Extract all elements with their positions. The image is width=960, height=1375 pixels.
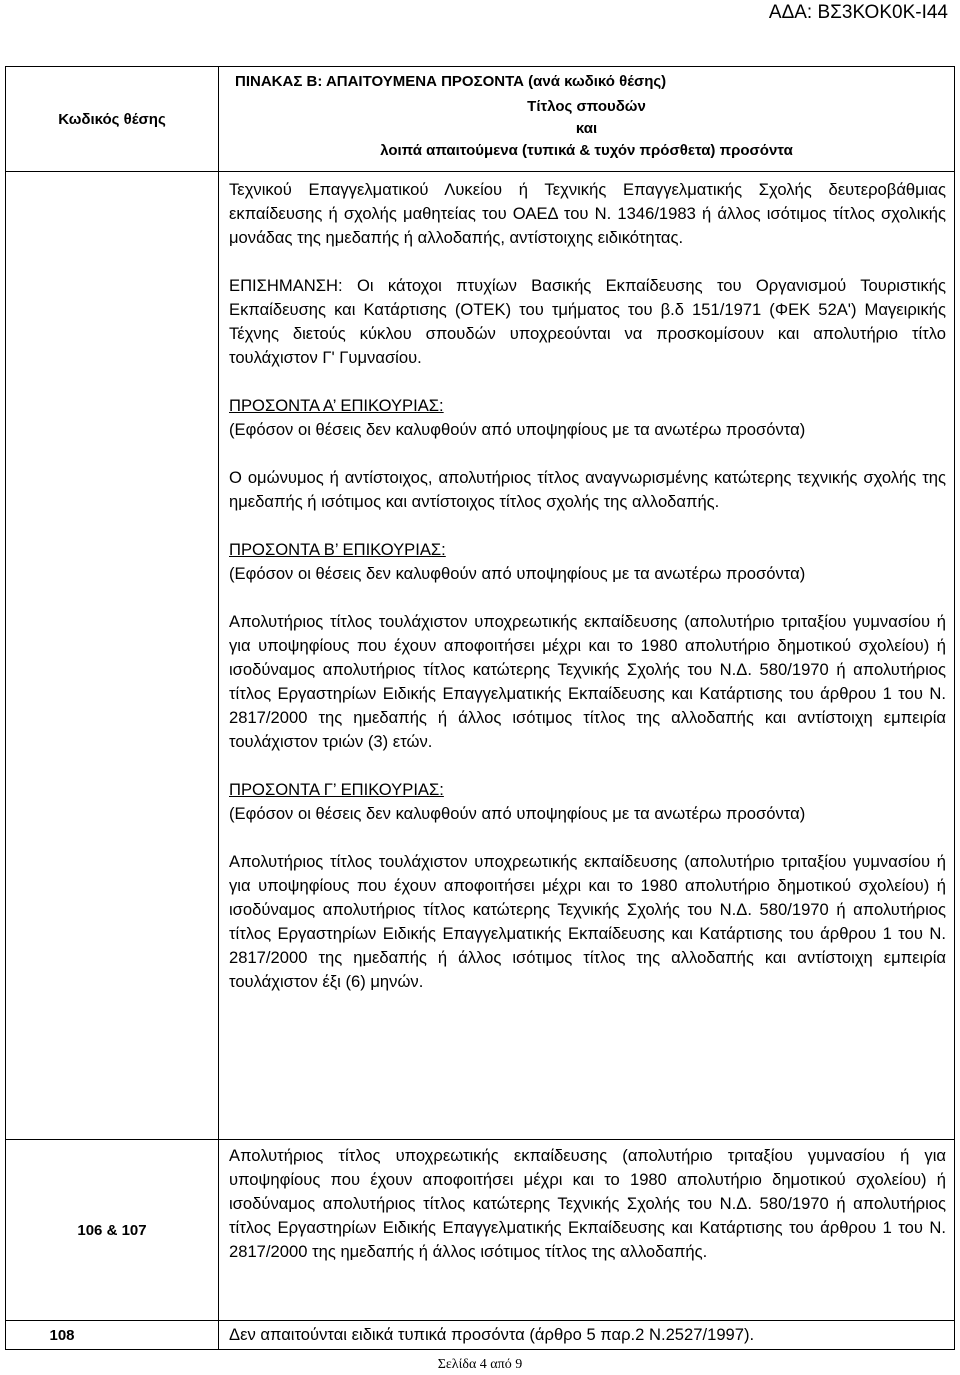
table-row — [6, 1321, 955, 1350]
requirements-table — [5, 66, 955, 1350]
qualification-intro: Τεχνικού Επαγγελματικού Λυκείου ή Τεχνικής Επαγγελματικής Σχολής δευτεροβάθμιας εκπαίδευσης ή σχολής μαθητείας του ΟΑΕΔ του Ν. 1346/1983 ή άλλος ισότιμος τίτλος σχολικής μονάδας της ημεδαπής ή αλλοδαπής, αντίστοιχης ειδικότητας. — [229, 180, 946, 247]
table-title: ΠΙΝΑΚΑΣ Β: ΑΠΑΙΤΟΥΜΕΝΑ ΠΡΟΣΟΝΤΑ (ανά κωδικό θέσης) — [235, 73, 667, 90]
section-b-title: ΠΡΟΣΟΝΤΑ Β’ ΕΠΙΚΟΥΡΙΑΣ: — [229, 540, 446, 559]
position-code: 106 & 107 — [77, 1221, 147, 1239]
section-b-condition: (Εφόσον οι θέσεις δεν καλυφθούν από υποψηφίους με τα ανωτέρω προσόντα) — [229, 564, 806, 583]
section-c-body: Απολυτήριος τίτλος τουλάχιστον υποχρεωτικής εκπαίδευσης (απολυτήριο τριταξίου γυμνασίου ή για υποψηφίους που έχουν αποφοιτήσει μέχρι και το 1980 απολυτήριο δημοτικού σχολείου) ή ισοδύναμος απολυτήριος τίτλος κατώτερης Τεχνικής Σχολής του Ν.Δ. 580/1970 ή απολυτήριος τίτλος Εργαστηρίων Ειδικής Επαγγελματικής Εκπαίδευσης και Κατάρτισης του άρθρου 1 του Ν. 2817/2000 της ημεδαπής ή άλλος ισότιμος τίτλος της αλλοδαπής και αντίστοιχη εμπειρία τουλάχιστον έξι (6) μηνών. — [229, 852, 946, 991]
qualification-note: ΕΠΙΣΗΜΑΝΣΗ: Οι κάτοχοι πτυχίων Βασικής Εκπαίδευσης του Οργανισμού Τουριστικής Εκπαίδευσης και Κατάρτισης (ΟΤΕΚ) του τμήματος του β.δ 151/1971 (ΦΕΚ 52Α') Μαγειρικής Τέχνης διετούς κύκλου σπουδών υποχρεούνται να προσκομίσουν και απολυτήριο τίτλο τουλάχιστον Γ' Γυμνασίου. — [229, 276, 946, 367]
section-b-body: Απολυτήριος τίτλος τουλάχιστον υποχρεωτικής εκπαίδευσης (απολυτήριο τριταξίου γυμνασίου ή για υποψηφίους που έχουν αποφοιτήσει μέχρι και το 1980 απολυτήριο δημοτικού σχολείου) ή ισοδύναμος απολυτήριος τίτλος κατώτερης Τεχνικής Σχολής του Ν.Δ. 580/1970 ή απολυτήριος τίτλος Εργαστηρίων Ειδικής Επαγγελματικής Εκπαίδευσης και Κατάρτισης του άρθρου 1 του Ν. 2817/2000 της ημεδαπής ή άλλος ισότιμος τίτλος της αλλοδαπής και αντίστοιχη εμπειρία τουλάχιστον τριών (3) ετών. — [229, 612, 946, 751]
column-header-code — [6, 67, 219, 172]
qualification-body: Δεν απαιτούνται ειδικά τυπικά προσόντα (άρθρο 5 παρ.2 Ν.2527/1997). — [229, 1325, 755, 1344]
qualification-body: Απολυτήριος τίτλος υποχρεωτικής εκπαίδευσης (απολυτήριο τριταξίου γυμνασίου ή για υποψηφίους που έχουν αποφοιτήσει μέχρι και το 1980 απολυτήριο δημοτικού σχολείου) ή ισοδύναμος απολυτήριος τίτλος κατώτερης Τεχνικής Σχολής του Ν.Δ. 580/1970 ή απολυτήριος τίτλος Εργαστηρίων Ειδικής Επαγγελματικής Εκπαίδευσης και Κατάρτισης του άρθρου 1 του Ν. 2817/2000 της ημεδαπής ή άλλος ισότιμος τίτλος της αλλοδαπής. — [229, 1146, 946, 1261]
row-content-cell — [219, 1321, 955, 1350]
section-c-title: ΠΡΟΣΟΝΤΑ Γ’ ΕΠΙΚΟΥΡΙΑΣ: — [229, 780, 444, 799]
column-header-title — [219, 67, 955, 172]
table-row — [6, 1140, 955, 1321]
section-a-condition: (Εφόσον οι θέσεις δεν καλυφθούν από υποψηφίους με τα ανωτέρω προσόντα) — [229, 420, 806, 439]
column-header-code-label: Κωδικός θέσης — [58, 110, 166, 128]
table-row — [6, 172, 955, 1140]
row-code-cell — [6, 1140, 219, 1321]
row-code-cell — [6, 172, 219, 1140]
ada-reference: ΑΔΑ: ΒΣ3ΚΟΚ0Κ-Ι44 — [768, 2, 948, 23]
page-number: Σελίδα 4 από 9 — [437, 1357, 523, 1372]
column-header-title-line1: Τίτλος σπουδών — [527, 98, 646, 115]
section-a-title: ΠΡΟΣΟΝΤΑ Α’ ΕΠΙΚΟΥΡΙΑΣ: — [229, 396, 444, 415]
column-header-title-line3: λοιπά απαιτούμενα (τυπικά & τυχόν πρόσθετα) προσόντα — [380, 142, 793, 159]
column-header-title-line2: και — [575, 120, 598, 137]
section-c-condition: (Εφόσον οι θέσεις δεν καλυφθούν από υποψηφίους με τα ανωτέρω προσόντα) — [229, 804, 806, 823]
table-header-row — [6, 67, 955, 172]
row-content-cell — [219, 1140, 955, 1321]
row-content-cell — [219, 172, 955, 1140]
position-code: 108 — [49, 1326, 75, 1344]
section-a-body: Ο ομώνυμος ή αντίστοιχος, απολυτήριος τίτλος αναγνωρισμένης κατώτερης τεχνικής σχολής της ημεδαπής ή ισότιμος και αντίστοιχος τίτλος σχολής της αλλοδαπής. — [229, 468, 946, 511]
row-code-cell — [6, 1321, 219, 1350]
